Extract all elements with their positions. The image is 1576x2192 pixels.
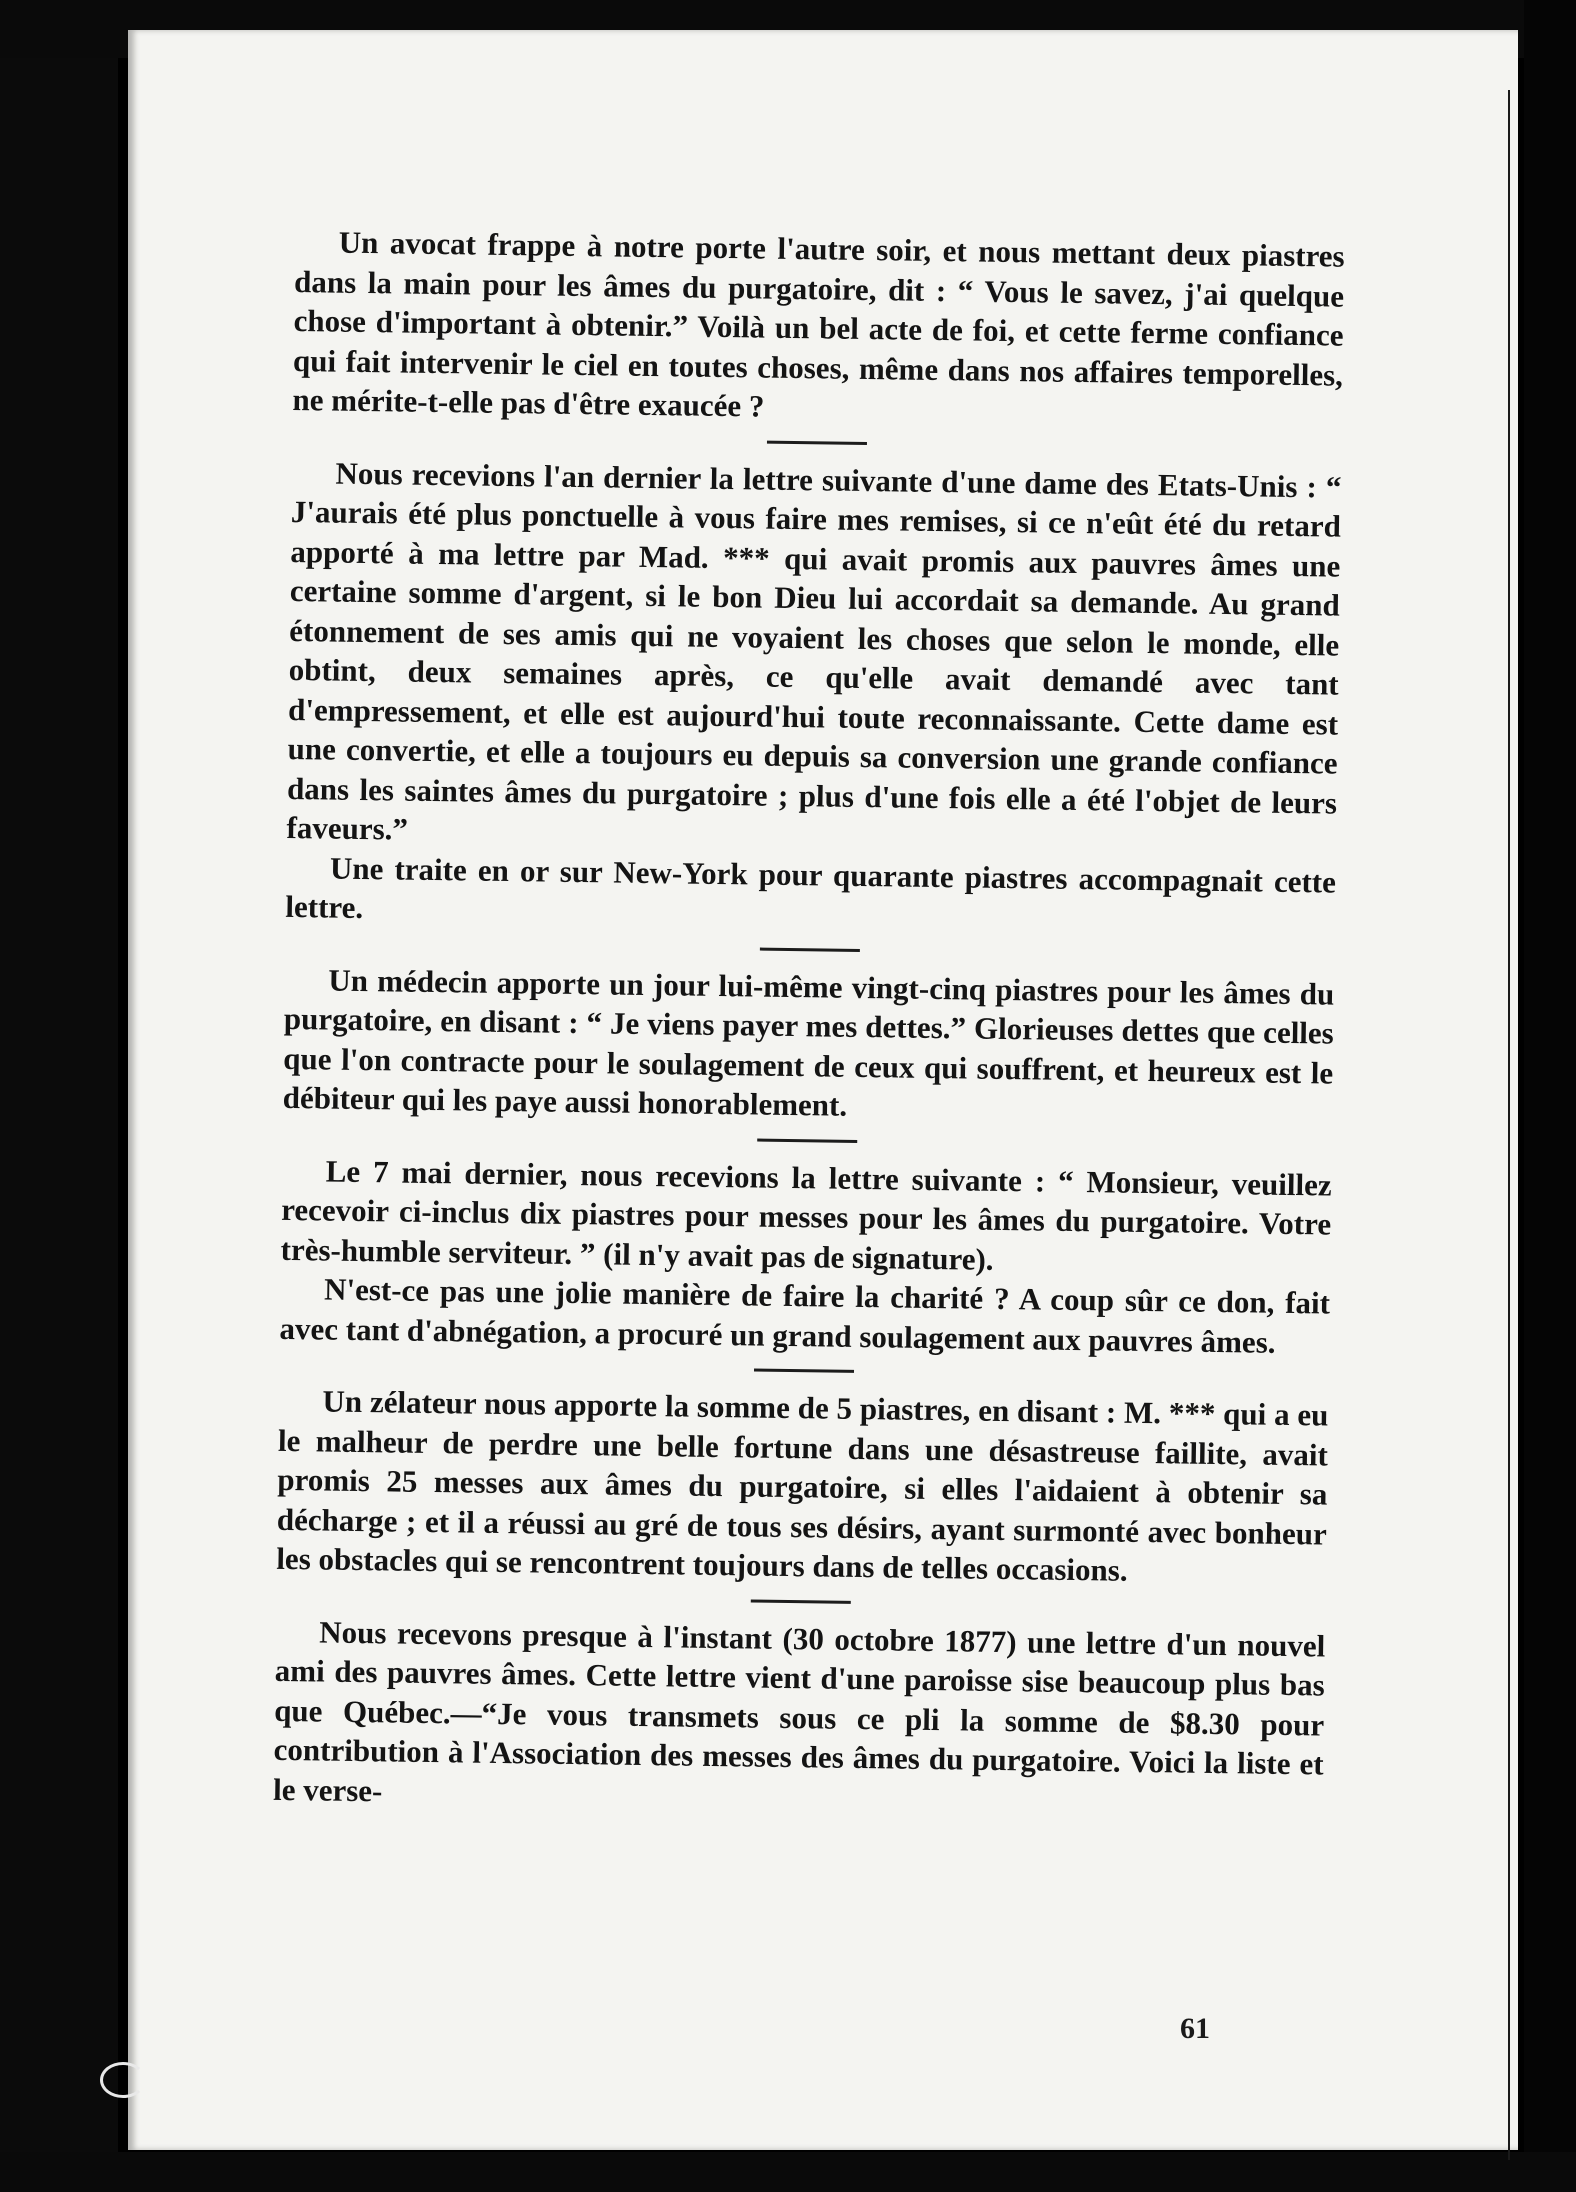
section-divider	[751, 1599, 851, 1603]
section-divider	[757, 1138, 857, 1142]
scan-bottom-border	[0, 2152, 1576, 2192]
section-divider	[767, 440, 867, 444]
paragraph-dame-etats-unis: Nous recevions l'an dernier la lettre suivante d'une dame des Etats-Unis : “ J'aurais été plus ponctuelle à vous faire mes remises, si ce n'eût été du retard apporté à ma lettre par Mad. *** qui avait promis aux pauvres âmes une certaine somme d'argent, si le bon Dieu lui accordait sa demande. Au grand étonnement de ses amis qui ne voyaient les choses que selon le monde, elle obtint, deux semaines après, ce qu'elle avait demandé avec tant d'empressement, et elle est aujourd'hui toute reconnaissante. Cette dame est une convertie, et elle a toujours eu depuis sa conversion une grande confiance dans les saintes âmes du purgatoire ; plus d'une fois elle a été l'objet de leurs faveurs.”	[286, 455, 1342, 847]
page-number: 61	[1180, 2012, 1210, 2045]
scan-right-border	[1524, 0, 1576, 2192]
paragraph-charite: N'est-ce pas une jolie manière de faire la charité ? A coup sûr ce don, fait avec tant d'abnégation, a procuré un grand soulagement aux pauvres âmes.	[279, 1271, 1331, 1360]
paragraph-avocat: Un avocat frappe à notre porte l'autre soir, et nous mettant deux piastres dans la main pour les âmes du purgatoire, dit : “ Vous le savez, j'ai quelque chose d'important à obtenir.” Voilà un bel acte de foi, et cette ferme confiance qui fait intervenir le ciel en toutes choses, même dans nos affaires temporelles, ne mérite-t-elle pas d'être exaucée ?	[292, 224, 1345, 424]
scan-corner-mark	[100, 2062, 146, 2098]
paragraph-medecin: Un médecin apporte un jour lui-même vingt-cinq piastres pour les âmes du purgatoire, en disant : “ Je viens payer mes dettes.” Glorieuses dettes que celles que l'on contracte pour le soulagement de ceux qui souffrent, et heureux est le débiteur qui les paye aussi honorablement.	[282, 962, 1335, 1123]
page-edge	[1508, 90, 1510, 2160]
section-divider	[760, 947, 860, 951]
paragraph-traite: Une traite en or sur New-York pour quarante piastres accompagnait cette lettre.	[285, 850, 1337, 926]
section-divider	[754, 1369, 854, 1373]
page-text	[273, 222, 1345, 1824]
paragraph-30-octobre: Nous recevons presque à l'instant (30 octobre 1877) une lettre d'un nouvel ami des pauvres âmes. Cette lettre vient d'une paroisse sise beaucoup plus bas que Québec.—“Je vous transmets sous ce pli la somme de $8.30 pour contribution à l'Association des messes des âmes du purgatoire. Voici la liste et le verse-	[272, 1613, 1326, 1808]
scan-left-border	[0, 0, 118, 2192]
paragraph-zelateur: Un zélateur nous apporte la somme de 5 piastres, en disant : M. *** qui a eu le malheur de perdre une belle fortune dans une désastreuse faillite, avait promis 25 messes aux âmes du purgatoire, si elles l'aidaient à obtenir sa décharge ; et il a réussi au gré de tous ses désirs, ayant surmonté avec bonheur les obstacles qui se rencontrent toujours dans de telles occasions.	[276, 1383, 1329, 1588]
paragraph-7-mai: Le 7 mai dernier, nous recevions la lettre suivante : “ Monsieur, veuillez recevoir ci-inclus dix piastres pour messes pour les âmes du purgatoire. Votre très-humble serviteur. ” (il n'y avait pas de signature).	[280, 1153, 1332, 1277]
